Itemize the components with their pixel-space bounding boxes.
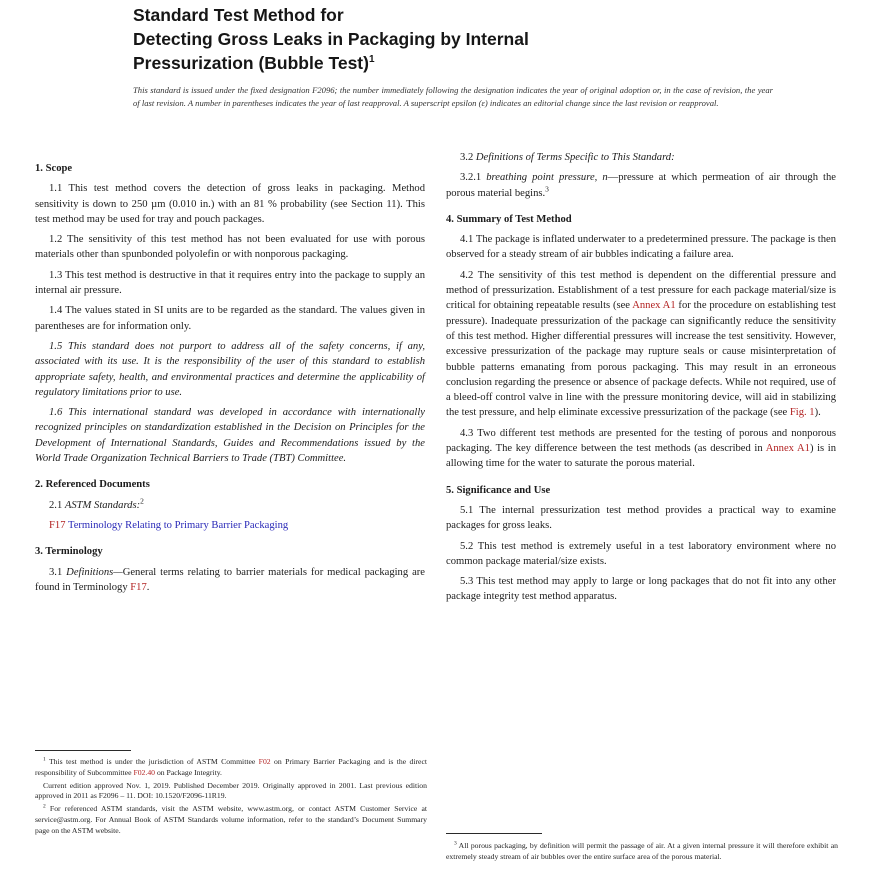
text-run: 1.5 This standard does not purport to address all of the safety concerns, if any, associated with its use. It is the responsibility of the user of this standard to establish appropriate safety, health, and environmental practices and determine the applicability of regulatory limitations prior to use. <box>35 340 425 398</box>
left-column <box>35 150 425 600</box>
text-run: 1.3 This test method is destructive in that it requires entry into the package to supply an internal air pressure. <box>35 269 425 297</box>
text-run: . <box>146 581 150 593</box>
footnote-marker: 3 <box>454 840 457 847</box>
paragraph <box>446 503 836 534</box>
paragraph <box>446 574 836 605</box>
paragraph <box>35 405 425 466</box>
text-run: 5.1 The internal pressurization test method provides a practical way to examine packages for gross leaks. <box>446 504 836 532</box>
text-run: All porous packaging, by definition will permit the passage of air. At a given internal pressure it will therefore exhibit an extremely steady stream of air bubbles over the entire surface area of the porous material. <box>446 841 838 861</box>
paragraph <box>446 268 836 421</box>
paragraph <box>446 539 836 570</box>
text-run: 2.1 <box>49 499 65 511</box>
text-run: 3.2 <box>460 152 476 163</box>
text-run: 4. Summary of Test Method <box>446 213 572 225</box>
footnote-marker: 1 <box>43 756 46 763</box>
standard-issuance-note: This standard is issued under the fixed designation F2096; the number immediately following the designation indicates the year of original adoption or, in the case of revision, the year of last revision. A number in parentheses indicates the year of last reapproval. A superscript epsilon (ε) indicates an editorial change since the last revision or reapproval. <box>133 85 773 108</box>
text-run: 3.2.1 <box>460 172 487 184</box>
paragraph <box>35 181 425 227</box>
text-run: ASTM Standards: <box>64 499 141 511</box>
text-run: breathing point pressure, n <box>486 172 608 184</box>
text-run: Definitions— <box>66 566 123 578</box>
text-run: 1.2 The sensitivity of this test method has not been evaluated for use with porous materials other than spunbonded polyolefin or with nonporous packaging. <box>35 234 425 261</box>
reference-link[interactable]: F02.40 <box>133 767 156 777</box>
reference-link[interactable]: Annex A1 <box>765 443 810 455</box>
footnote-marker: 2 <box>43 803 46 810</box>
reference-link[interactable]: F17 <box>130 581 147 593</box>
paragraph <box>35 303 425 334</box>
reference-link[interactable]: Terminology Relating to Primary Barrier Packaging <box>65 519 289 531</box>
paragraph <box>446 841 838 863</box>
text-run: 3. Terminology <box>35 546 103 558</box>
paragraph <box>446 150 836 165</box>
paragraph <box>35 781 427 803</box>
paragraph <box>446 170 836 201</box>
text-run: —pressure at which permeation of air through the porous material begins. <box>446 172 836 199</box>
text-run: Current edition approved Nov. 1, 2019. Published December 2019. Originally approved in 2001. Last previous edition approved in 2011 as F2096 – 11. DOI: 10.1520/F2096-11R19. <box>35 780 427 801</box>
paragraph <box>35 565 425 596</box>
text-run: on Package Integrity. <box>155 767 222 777</box>
paragraph <box>35 804 427 836</box>
reference-link[interactable]: F17 <box>49 519 66 531</box>
paragraph <box>35 498 425 513</box>
footnote-divider-left <box>35 750 131 751</box>
footnote-marker: 3 <box>545 184 549 194</box>
text-run: for the procedure on establishing test pressure). Inadequate pressurization of the package can significantly reduce the sensitivity of this test method. Higher differential pressures will increase the test sensitivity. However, excessive pressurization of the package may rupture seals or cause misinterpretation of bubble patterns emanating from porous packaging. This may result in an erroneous conclusion regarding the presence or absence of package defects. While not required, use of a bleed-off control valve in line with the pressure monitoring device, will aid in stabilizing the test pressure, and help eliminate excessive pressurization of the package (see <box>446 300 836 419</box>
text-run: 2. Referenced Documents <box>35 479 150 491</box>
text-run: For referenced ASTM standards, visit the ASTM website, www.astm.org, or contact ASTM Customer Service at service@astm.org. For Annual Book of ASTM Standards volume information, refer to the standard’s Document Summary page on the ASTM website. <box>35 804 427 835</box>
title-line-2: Detecting Gross Leaks in Packaging by Internal <box>133 29 529 49</box>
text-run: ). <box>814 407 821 419</box>
title-line-3: Pressurization (Bubble Test)$^1$ <box>133 53 375 73</box>
text-run: 5. Significance and Use <box>446 484 551 496</box>
paragraph <box>35 757 427 779</box>
footnote-marker: 2 <box>140 496 144 506</box>
paragraph <box>35 268 425 299</box>
section-heading <box>35 544 425 559</box>
title-line-1: Standard Test Method for <box>133 5 344 25</box>
reference-link[interactable]: Fig. 1 <box>789 407 815 419</box>
footnote-divider-right <box>446 833 542 834</box>
section-heading <box>35 161 425 176</box>
text-run: Definitions of Terms Specific to This Standard: <box>475 152 675 163</box>
text-run: 4.3 Two different test methods are presented for the testing of porous and nonporous packaging. The key difference between the test methods (as described in <box>446 427 836 455</box>
text-run: 5.3 This test method may apply to large or long packages that do not fit into any other package integrity test method apparatus. <box>446 576 836 603</box>
footnotes-left <box>35 757 427 839</box>
title-footnote-marker: 1 <box>368 54 375 66</box>
reference-entry <box>35 518 425 533</box>
text-run: 1.1 This test method covers the detection of gross leaks in packaging. Method sensitivity is down to 250 µm (0.010 in.) with an 81 % probability (see Section 11). This test method may be used for tray and pouch packages. <box>35 183 425 225</box>
paragraph <box>446 426 836 472</box>
paragraph <box>35 232 425 263</box>
reference-link[interactable]: Annex A1 <box>632 300 676 312</box>
text-run: This test method is under the jurisdiction of ASTM Committee <box>45 757 259 766</box>
text-run: 5.2 This test method is extremely useful in a test laboratory environment where no common package material/size exists. <box>446 540 836 567</box>
paragraph <box>35 339 425 400</box>
reference-link[interactable]: F02 <box>258 757 271 766</box>
text-run: 4.1 The package is inflated underwater to a predetermined pressure. The package is then observed for a steady stream of air bubbles indicating a failure area. <box>446 234 836 261</box>
right-column <box>446 150 836 610</box>
page-title <box>133 3 793 75</box>
text-run: 3.1 <box>49 566 67 578</box>
text-run: 1. Scope <box>35 163 73 174</box>
section-heading <box>446 212 836 227</box>
text-run: 1.4 The values stated in SI units are to be regarded as the standard. The values given in parentheses are for information only. <box>35 305 425 332</box>
text-run: 1.6 This international standard was developed in accordance with internationally recognized principles on standardization established in the Decision on Principles for the Development of International Standards, Guides and Recommendations issued by the World Trade Organization Technical Barriers to Trade (TBT) Committee. <box>35 407 425 465</box>
section-heading <box>35 477 425 492</box>
section-heading <box>446 483 836 498</box>
text-run: 4.2 The sensitivity of this test method is dependent on the differential pressure and method of pressurization. Establishment of a test pressure for each package material/size is critical for obtaining repeatable results (see <box>446 269 836 312</box>
paragraph <box>446 232 836 263</box>
text-run: ) is in allowing time for the water to saturate the porous material. <box>446 443 836 470</box>
text-run: General terms relating to barrier materials for medical packaging are found in Terminology <box>35 566 425 593</box>
text-run: on Primary Barrier Packaging and is the direct responsibility of Subcommittee <box>35 757 427 777</box>
footnotes-right <box>446 841 838 865</box>
